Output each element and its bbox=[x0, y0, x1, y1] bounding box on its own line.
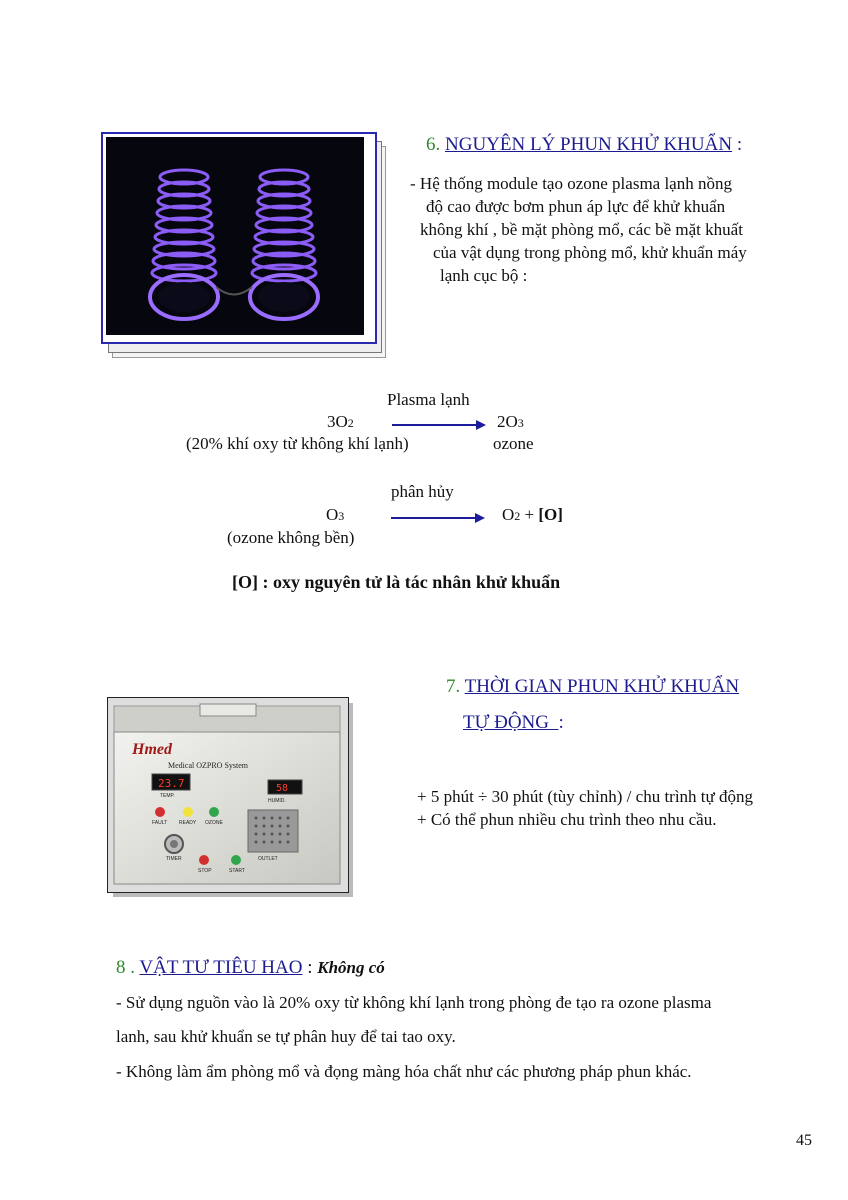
page-number: 45 bbox=[796, 1132, 812, 1149]
section-number: 7. bbox=[446, 676, 461, 697]
plasma-coil-image bbox=[106, 137, 364, 335]
section-number: 8 . bbox=[116, 957, 135, 978]
section-6-description-line: của vật dụng trong phòng mổ, khử khuẩn máy bbox=[433, 243, 747, 262]
ready-label: READY bbox=[179, 820, 197, 826]
plus-sign: + bbox=[520, 505, 539, 524]
section-7-bullet: + Có thể phun nhiều chu trình theo nhu cầu. bbox=[417, 810, 717, 829]
section-title: TỰ ĐỘNG bbox=[463, 712, 549, 733]
ready-indicator bbox=[183, 807, 193, 817]
section-6-description-line: lạnh cục bộ : bbox=[440, 266, 528, 285]
section-number: 6. bbox=[426, 134, 441, 155]
section-7-heading-line-2 bbox=[463, 712, 564, 734]
section-6-description-line: không khí , bề mặt phòng mổ, các bề mặt khuất bbox=[420, 220, 743, 239]
fault-label: FAULT bbox=[152, 820, 168, 826]
equation-2-condition: phân hủy bbox=[391, 482, 454, 501]
reaction-arrow bbox=[392, 424, 478, 426]
reaction-arrow-head bbox=[475, 513, 485, 523]
ozone-label: OZONE bbox=[205, 820, 223, 826]
stop-button bbox=[199, 855, 209, 865]
reactant-subscript: 3 bbox=[338, 509, 345, 523]
section-8-line: - Sử dụng nguồn vào là 20% oxy từ không khí lạnh trong phòng đe tạo ra ozone plasma bbox=[116, 993, 712, 1012]
humidity-label: HUMID. bbox=[268, 798, 286, 804]
start-button bbox=[231, 855, 241, 865]
equation-1-product-note: ozone bbox=[493, 434, 534, 453]
reaction-arrow-head bbox=[476, 420, 486, 430]
section-8-heading bbox=[116, 957, 385, 979]
equation-2-reactant-note: (ozone không bền) bbox=[227, 528, 355, 547]
outlet-label: OUTLET bbox=[258, 856, 278, 862]
plasma-coil-graphic bbox=[106, 137, 364, 335]
equation-1-condition: Plasma lạnh bbox=[387, 390, 470, 409]
humidity-display: 58 bbox=[276, 783, 289, 794]
temperature-display: 23.7 bbox=[158, 777, 185, 790]
equation-2-product bbox=[502, 505, 563, 525]
reactant-formula: 3O bbox=[327, 412, 348, 431]
equation-1-product bbox=[497, 412, 524, 432]
ozone-indicator bbox=[209, 807, 219, 817]
reactant-formula: O bbox=[326, 505, 339, 524]
oxygen-radical: [O] bbox=[538, 505, 563, 524]
timer-label: TIMER bbox=[166, 856, 182, 862]
heading-colon: : bbox=[558, 712, 564, 733]
product-subscript: 2 bbox=[514, 509, 521, 523]
section-6-heading bbox=[426, 134, 742, 156]
product-subscript: 3 bbox=[517, 416, 524, 430]
equation-2-reactant bbox=[326, 505, 344, 525]
section-7-bullet: + 5 phút ÷ 30 phút (tùy chỉnh) / chu trình tự động bbox=[417, 787, 753, 806]
temperature-label: TEMP. bbox=[160, 793, 175, 799]
device-brand: Hmed bbox=[132, 741, 172, 758]
stop-label: STOP bbox=[198, 868, 212, 874]
section-6-description-line: - Hệ thống module tạo ozone plasma lạnh nồng bbox=[410, 174, 732, 193]
heading-colon: : bbox=[307, 957, 313, 978]
device-image bbox=[107, 697, 349, 893]
start-label: START bbox=[229, 868, 245, 874]
device-model: Medical OZPRO System bbox=[168, 761, 248, 770]
section-title: THỜI GIAN PHUN KHỬ KHUẨN bbox=[464, 676, 740, 697]
ozone-device-graphic bbox=[108, 698, 348, 892]
section-8-line: - Không làm ẩm phòng mổ và đọng màng hóa chất như các phương pháp phun khác. bbox=[116, 1062, 692, 1081]
reactant-subscript: 2 bbox=[347, 416, 354, 430]
section-8-line: lanh, sau khử khuẩn se tự phân huy để tai tao oxy. bbox=[116, 1027, 456, 1046]
section-6-description-line: độ cao được bơm phun áp lực để khử khuẩn bbox=[426, 197, 726, 216]
radical-note: [O] : oxy nguyên tử là tác nhân khử khuẩn bbox=[232, 572, 561, 592]
product-formula: 2O bbox=[497, 412, 518, 431]
section-title: NGUYÊN LÝ PHUN KHỬ KHUẨN bbox=[445, 134, 733, 155]
equation-1-reactant bbox=[327, 412, 354, 432]
product-formula: O bbox=[502, 505, 515, 524]
equation-1-reactant-note: (20% khí oxy từ không khí lạnh) bbox=[186, 434, 409, 453]
reaction-arrow bbox=[391, 517, 477, 519]
heading-colon: : bbox=[736, 134, 743, 155]
section-title: VẬT TƯ TIÊU HAO bbox=[139, 957, 303, 978]
fault-indicator bbox=[155, 807, 165, 817]
section-8-value: Không có bbox=[317, 958, 385, 977]
section-7-heading bbox=[446, 676, 739, 698]
